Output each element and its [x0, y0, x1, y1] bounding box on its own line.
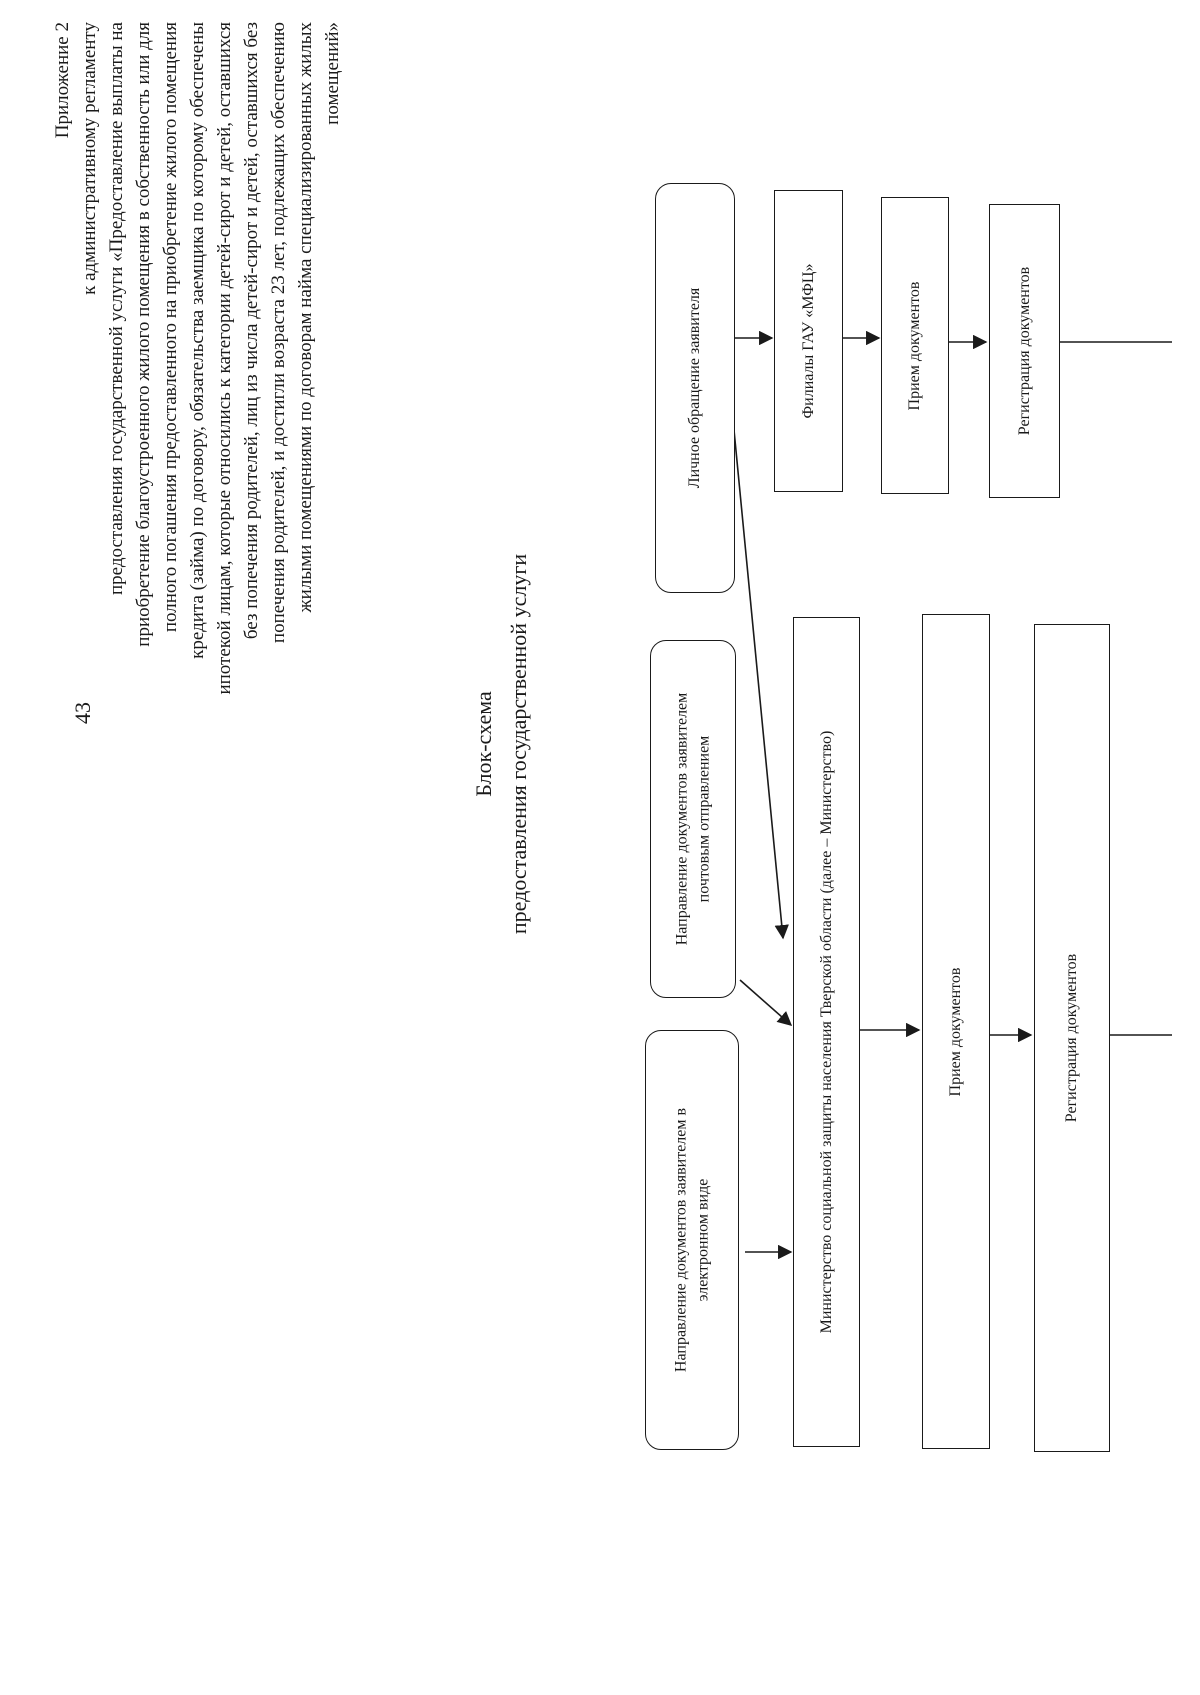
appendix-line-9: попечения родителей, и достигли возраста 23 лет, подлежащих обеспечению: [268, 22, 289, 644]
arrow-personal-to-ministry: [734, 430, 783, 938]
appendix-line-6: кредита (займа) по договору, обязательства заемщика по которому обеспечены: [187, 22, 208, 659]
box-mfc-receive-label: Прием документов: [906, 281, 924, 410]
box-postal-submission: [650, 640, 736, 998]
appendix-line-4: приобретение благоустроенного жилого помещения в собственность или для: [133, 22, 154, 647]
box-mfc-label: Филиалы ГАУ «МФЦ»: [799, 263, 817, 419]
box-ministry-register-label: Регистрация документов: [1063, 953, 1081, 1123]
box-ministry: [793, 617, 860, 1447]
box-ministry-register: [1034, 624, 1110, 1452]
arrow-postal-to-ministry: [740, 980, 791, 1025]
box-mfc-register: [989, 204, 1060, 498]
box-personal-label: Личное обращение заявителя: [686, 287, 704, 489]
flowchart-title: Блок-схема: [471, 691, 496, 797]
flowchart-subtitle: предоставления государственной услуги: [506, 553, 531, 935]
box-mfc-register-label: Регистрация документов: [1015, 266, 1033, 436]
box-mfc-receive: [881, 197, 949, 494]
appendix-line-1: Приложение 2: [52, 22, 73, 139]
box-electronic-line1: Направление документов заявителем в: [672, 1107, 690, 1373]
appendix-line-7: ипотекой лицам, которые относились к категории детей-сирот и детей, оставшихся: [214, 22, 235, 695]
appendix-line-8: без попечения родителей, лиц из числа детей-сирот и детей, оставшихся без: [241, 22, 262, 640]
appendix-line-10: жилыми помещениями по договорам найма специализированных жилых: [295, 22, 316, 613]
box-personal-visit: [655, 183, 735, 593]
box-postal-line2: почтовым отправлением: [695, 735, 712, 903]
appendix-line-3: предоставления государственной услуги «Предоставление выплаты на: [106, 22, 127, 595]
appendix-line-2: к административному регламенту: [79, 22, 100, 295]
box-electronic-submission: [645, 1030, 739, 1450]
appendix-line-11: помещений»: [322, 22, 343, 125]
box-electronic-line2: электронном виде: [694, 1178, 711, 1302]
box-mfc: [774, 190, 843, 492]
appendix-line-5: полного погашения предоставленного на приобретение жилого помещения: [160, 22, 181, 633]
page-number: 43: [70, 702, 95, 724]
box-ministry-receive: [922, 614, 990, 1449]
box-postal-line1: Направление документов заявителем: [673, 692, 691, 946]
box-ministry-receive-label: Прием документов: [947, 967, 965, 1096]
box-ministry-label: Министерство социальной защиты населения Тверской области (далее – Министерство): [817, 730, 835, 1334]
